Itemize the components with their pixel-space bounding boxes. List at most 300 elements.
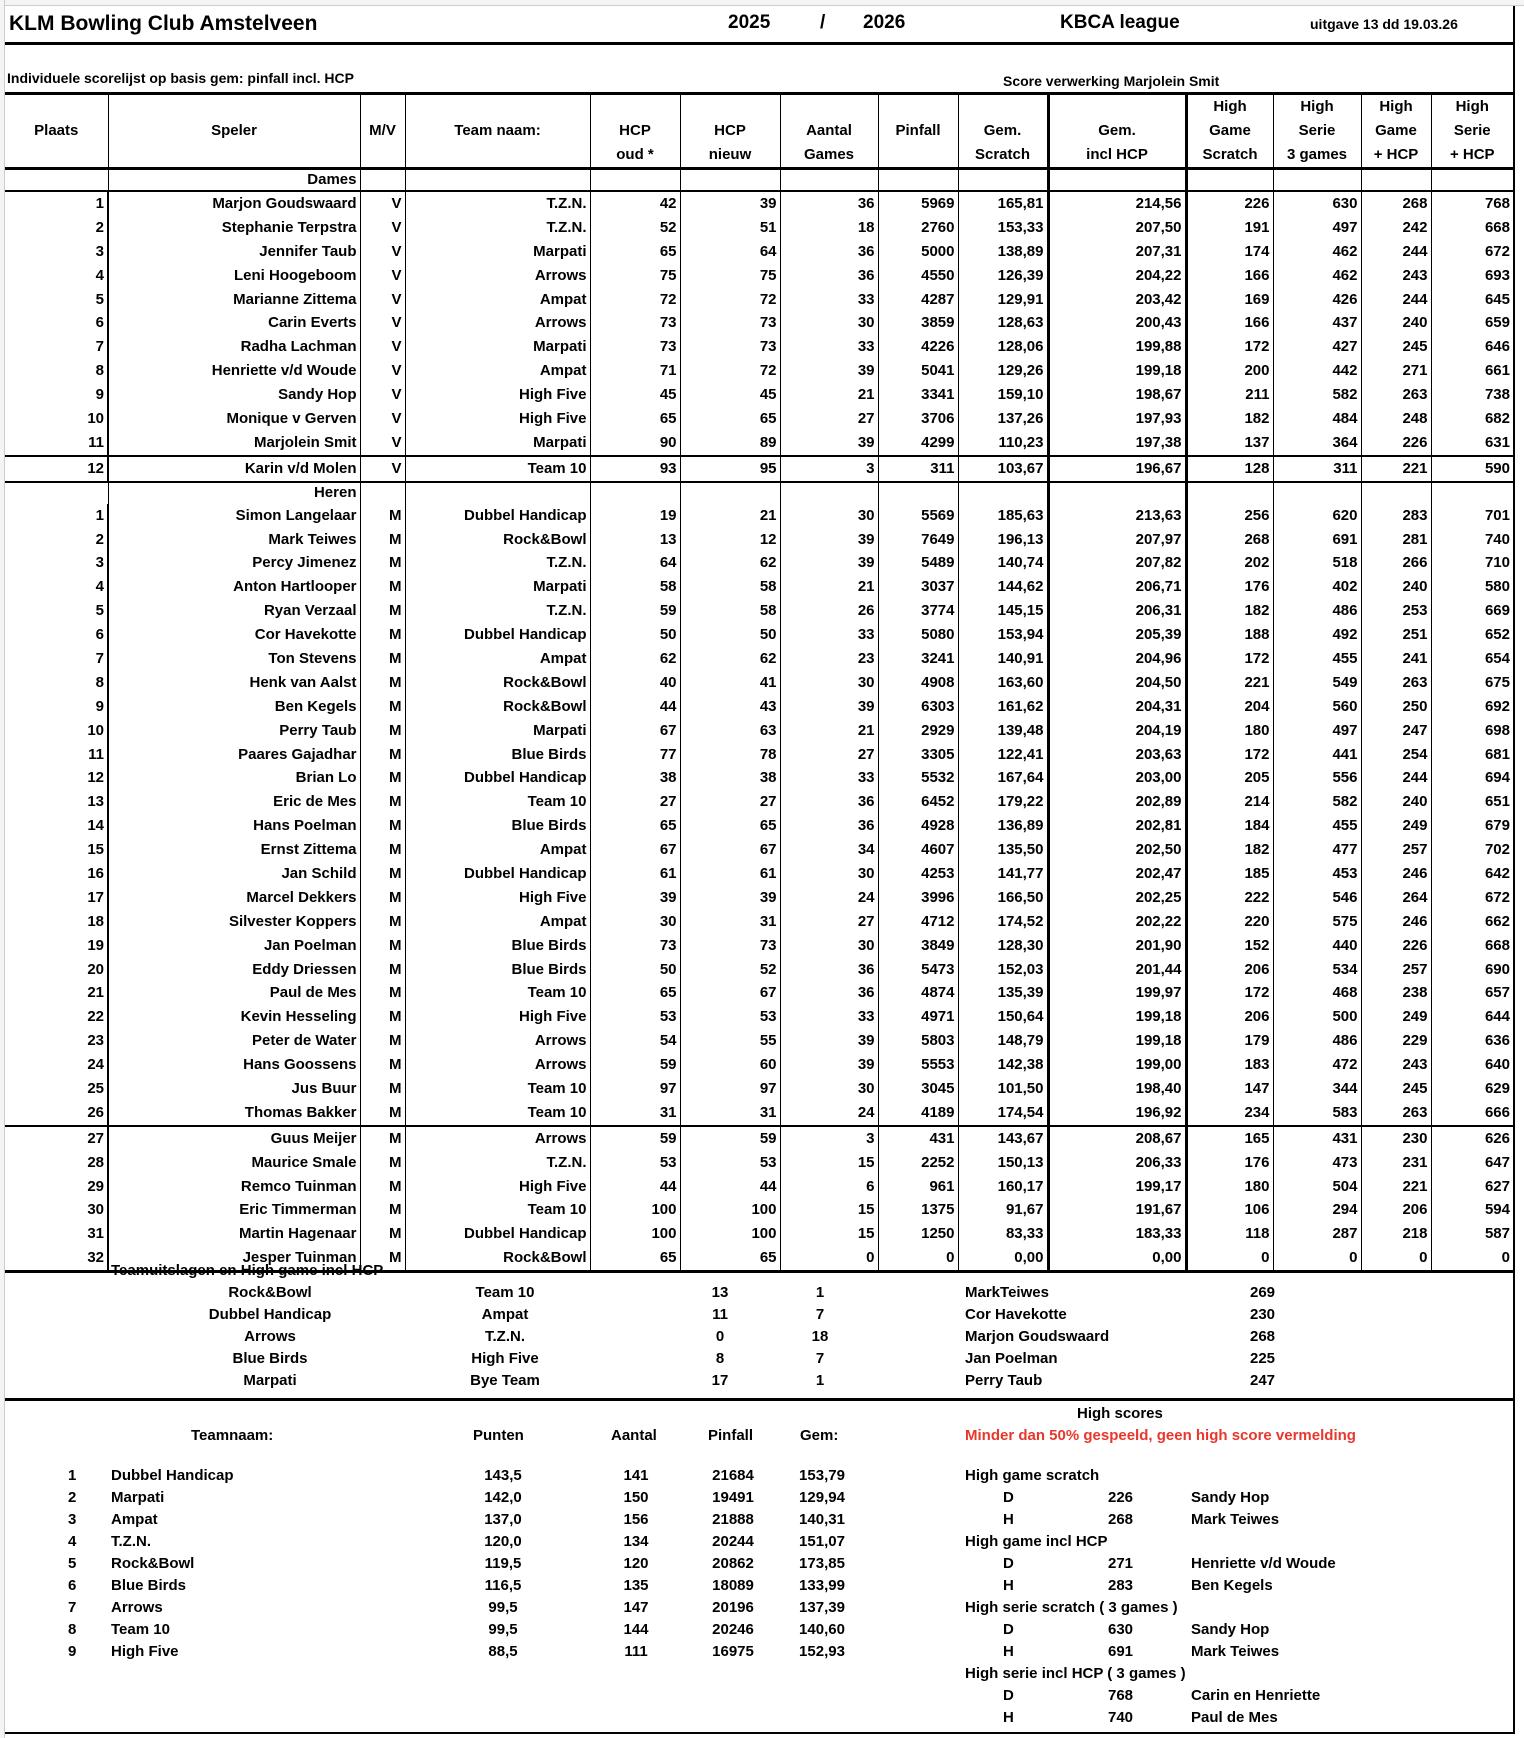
cell-team: Marpati [405,575,590,599]
high-score-gender: H [1003,1511,1014,1528]
cell-speler: Ben Kegels [108,695,360,719]
standings-cell: 120 [623,1555,649,1572]
high-score-gender: D [1003,1621,1014,1638]
standings-cell: 119,5 [484,1555,522,1572]
cell-aantal-games: 36 [780,982,878,1006]
cell-plaats: 1 [5,504,108,528]
section-cell [5,482,108,504]
cell-gem-scratch: 91,67 [958,1199,1048,1223]
cell-high-game-hcp: 221 [1361,456,1431,482]
cell-team: Blue Birds [405,814,590,838]
team-result-away-pts: 7 [815,1306,825,1323]
high-score-gender: D [1003,1555,1014,1572]
cell-high-game-hcp: 238 [1361,982,1431,1006]
cell-high-game-scratch: 147 [1186,1077,1273,1101]
cell-hcp-nieuw: 73 [680,311,780,335]
cell-team: High Five [405,1005,590,1029]
cell-gem-scratch: 110,23 [958,431,1048,456]
cell-aantal-games: 27 [780,743,878,767]
team-result-row [5,1284,1513,1306]
cell-hcp-nieuw: 73 [680,934,780,958]
cell-aantal-games: 39 [780,551,878,575]
table-row [5,1222,1513,1246]
cell-high-game-scratch: 180 [1186,1175,1273,1199]
cell-team: High Five [405,886,590,910]
cell-pinfall: 7649 [878,528,958,552]
column-header-line: nieuw [708,146,752,163]
section-cell [590,482,680,504]
cell-high-serie-3games: 426 [1273,288,1361,312]
cell-mv: V [360,264,405,288]
standings-cell: 151,07 [799,1533,845,1550]
column-header-mv [360,94,405,169]
high-score-gender: D [1003,1687,1014,1704]
high-score-player: Mark Teiwes [1191,1511,1280,1528]
cell-gem-incl-hcp: 196,92 [1048,1101,1186,1126]
standings-cell: 153,79 [799,1467,845,1484]
cell-hcp-oud: 90 [590,431,680,456]
cell-plaats: 5 [5,599,108,623]
cell-gem-incl-hcp: 204,22 [1048,264,1186,288]
cell-high-serie-3games: 344 [1273,1077,1361,1101]
cell-high-game-hcp: 247 [1361,719,1431,743]
cell-speler: Anton Hartlooper [108,575,360,599]
cell-mv: M [360,838,405,862]
cell-plaats: 4 [5,264,108,288]
cell-hcp-oud: 54 [590,1029,680,1053]
table-row [5,982,1513,1006]
team-result-player: MarkTeiwes [965,1284,1049,1301]
section-cell [1273,482,1361,504]
cell-mv: M [360,504,405,528]
cell-high-game-hcp: 242 [1361,216,1431,240]
cell-team: Rock&Bowl [405,695,590,719]
cell-hcp-oud: 44 [590,695,680,719]
table-row [5,335,1513,359]
cell-speler: Jesper Tuinman [108,1246,360,1271]
cell-hcp-oud: 50 [590,958,680,982]
team-result-score: 225 [1250,1350,1276,1367]
cell-speler: Paares Gajadhar [108,743,360,767]
cell-gem-incl-hcp: 205,39 [1048,623,1186,647]
column-header-line [882,143,955,167]
cell-high-game-hcp: 230 [1361,1126,1431,1151]
cell-aantal-games: 0 [780,1246,878,1271]
standings-cell: 143,5 [484,1467,522,1484]
cell-speler: Stephanie Terpstra [108,216,360,240]
cell-high-serie-hcp: 672 [1431,886,1513,910]
cell-hcp-oud: 72 [590,288,680,312]
cell-high-serie-hcp: 631 [1431,431,1513,456]
cell-team: Rock&Bowl [405,528,590,552]
cell-aantal-games: 15 [780,1151,878,1175]
standings-header-avg: Gem: [800,1427,839,1444]
cell-hcp-oud: 64 [590,551,680,575]
cell-high-game-hcp: 244 [1361,240,1431,264]
table-row [5,886,1513,910]
cell-hcp-nieuw: 73 [680,335,780,359]
standings-cell: Ampat [111,1511,158,1528]
cell-speler: Monique v Gerven [108,407,360,431]
standings-cell: 142,0 [484,1489,522,1506]
cell-high-game-hcp: 244 [1361,288,1431,312]
standings-cell: Rock&Bowl [111,1555,195,1572]
cell-hcp-oud: 100 [590,1222,680,1246]
cell-gem-incl-hcp: 201,90 [1048,934,1186,958]
cell-aantal-games: 33 [780,335,878,359]
cell-hcp-oud: 65 [590,814,680,838]
cell-team: Ampat [405,647,590,671]
cell-gem-incl-hcp: 203,00 [1048,766,1186,790]
cell-aantal-games: 21 [780,719,878,743]
cell-speler: Karin v/d Molen [108,456,360,482]
table-row [5,1029,1513,1053]
cell-high-serie-hcp: 629 [1431,1077,1513,1101]
column-header-gem-scratch [958,94,1048,169]
section-cell [1431,482,1513,504]
column-header-line: Serie [1298,122,1336,139]
column-header-line: Team naam: [454,122,541,139]
cell-speler: Percy Jimenez [108,551,360,575]
cell-pinfall: 4253 [878,862,958,886]
cell-aantal-games: 36 [780,814,878,838]
cell-high-game-hcp: 264 [1361,886,1431,910]
cell-pinfall: 1375 [878,1199,958,1223]
cell-hcp-oud: 45 [590,383,680,407]
standings-cell: 7 [68,1599,77,1616]
team-result-score: 268 [1250,1328,1276,1345]
high-score-player: Ben Kegels [1191,1577,1273,1594]
cell-pinfall: 4550 [878,264,958,288]
cell-pinfall: 4928 [878,814,958,838]
cell-high-game-hcp: 243 [1361,1053,1431,1077]
section-cell [680,482,780,504]
cell-speler: Eddy Driessen [108,958,360,982]
cell-high-game-scratch: 172 [1186,647,1273,671]
cell-pinfall: 3774 [878,599,958,623]
cell-gem-incl-hcp: 202,25 [1048,886,1186,910]
cell-gem-scratch: 141,77 [958,862,1048,886]
cell-high-serie-hcp: 681 [1431,743,1513,767]
cell-hcp-oud: 59 [590,1053,680,1077]
cell-gem-scratch: 145,15 [958,599,1048,623]
cell-mv: V [360,359,405,383]
column-header-line [882,95,955,119]
cell-hcp-nieuw: 100 [680,1199,780,1223]
cell-aantal-games: 36 [780,790,878,814]
cell-team: T.Z.N. [405,551,590,575]
column-header-line: Game [1209,122,1251,139]
cell-high-game-scratch: 165 [1186,1126,1273,1151]
cell-hcp-oud: 52 [590,216,680,240]
cell-speler: Marcel Dekkers [108,886,360,910]
cell-speler: Eric de Mes [108,790,360,814]
cell-aantal-games: 39 [780,1053,878,1077]
column-header-team [405,94,590,169]
cell-hcp-nieuw: 53 [680,1005,780,1029]
section-row-dames [5,169,1513,192]
cell-speler: Martin Hagenaar [108,1222,360,1246]
table-row [5,456,1513,482]
column-header-high-serie-hcp [1431,94,1513,169]
column-header-line [112,143,357,167]
cell-high-game-hcp: 221 [1361,1175,1431,1199]
cell-mv: M [360,623,405,647]
cell-hcp-nieuw: 12 [680,528,780,552]
cell-high-serie-3games: 583 [1273,1101,1361,1126]
column-header-high-game-hcp [1361,94,1431,169]
cell-high-serie-hcp: 580 [1431,575,1513,599]
cell-team: Dubbel Handicap [405,504,590,528]
column-header-line: High [1300,98,1334,115]
cell-hcp-oud: 40 [590,671,680,695]
cell-pinfall: 5532 [878,766,958,790]
cell-high-game-scratch: 206 [1186,1005,1273,1029]
standings-cell: Dubbel Handicap [111,1467,234,1484]
cell-team: Team 10 [405,982,590,1006]
table-row [5,551,1513,575]
cell-hcp-nieuw: 31 [680,1101,780,1126]
cell-gem-incl-hcp: 202,81 [1048,814,1186,838]
cell-aantal-games: 39 [780,528,878,552]
table-row [5,1005,1513,1029]
cell-plaats: 28 [5,1151,108,1175]
cell-high-serie-3games: 294 [1273,1199,1361,1223]
cell-gem-incl-hcp: 199,18 [1048,1029,1186,1053]
cell-mv: M [360,1101,405,1126]
cell-pinfall: 6452 [878,790,958,814]
cell-team: Ampat [405,838,590,862]
cell-hcp-nieuw: 62 [680,647,780,671]
cell-gem-incl-hcp: 197,93 [1048,407,1186,431]
cell-team: Ampat [405,288,590,312]
table-row [5,695,1513,719]
column-header-line: incl HCP [1086,146,1148,163]
cell-aantal-games: 3 [780,456,878,482]
table-row [5,934,1513,958]
cell-hcp-nieuw: 45 [680,383,780,407]
cell-pinfall: 0 [878,1246,958,1271]
cell-high-game-scratch: 185 [1186,862,1273,886]
cell-team: Arrows [405,1029,590,1053]
team-result-row [5,1328,1513,1350]
column-header-line: Scratch [974,146,1031,163]
table-row [5,528,1513,552]
cell-high-serie-3games: 477 [1273,838,1361,862]
cell-gem-incl-hcp: 198,40 [1048,1077,1186,1101]
cell-aantal-games: 36 [780,240,878,264]
section-cell [590,169,680,192]
cell-high-game-scratch: 191 [1186,216,1273,240]
cell-high-serie-hcp: 690 [1431,958,1513,982]
cell-gem-incl-hcp: 199,97 [1048,982,1186,1006]
cell-high-game-scratch: 128 [1186,456,1273,482]
cell-aantal-games: 33 [780,623,878,647]
cell-gem-scratch: 0,00 [958,1246,1048,1271]
cell-gem-scratch: 144,62 [958,575,1048,599]
cell-hcp-oud: 100 [590,1199,680,1223]
season-start: 2025 [728,12,771,33]
standings-cell: 2 [68,1489,77,1506]
cell-high-game-hcp: 257 [1361,958,1431,982]
column-header-line [784,95,875,119]
cell-mv: M [360,766,405,790]
cell-aantal-games: 15 [780,1222,878,1246]
team-result-row [5,1350,1513,1372]
cell-high-game-hcp: 246 [1361,862,1431,886]
cell-plaats: 2 [5,216,108,240]
cell-mv: M [360,910,405,934]
high-score-player: Paul de Mes [1191,1709,1278,1726]
column-header-line: Plaats [34,122,79,139]
cell-hcp-oud: 77 [590,743,680,767]
standings-cell: 111 [624,1643,648,1660]
cell-high-game-hcp: 268 [1361,191,1431,216]
cell-pinfall: 4189 [878,1101,958,1126]
team-result-score: 247 [1250,1372,1276,1389]
cell-high-serie-3games: 500 [1273,1005,1361,1029]
cell-team: Team 10 [405,456,590,482]
column-header-pinfall [878,94,958,169]
cell-plaats: 11 [5,431,108,456]
cell-gem-scratch: 139,48 [958,719,1048,743]
cell-pinfall: 3037 [878,575,958,599]
cell-gem-incl-hcp: 207,50 [1048,216,1186,240]
cell-hcp-oud: 75 [590,264,680,288]
table-row [5,1101,1513,1126]
team-result-player: Cor Havekotte [965,1306,1067,1323]
cell-gem-incl-hcp: 199,00 [1048,1053,1186,1077]
high-scores-note: Minder dan 50% gespeeld, geen high score vermelding [965,1427,1356,1444]
cell-high-game-hcp: 257 [1361,838,1431,862]
column-header-line: HCP [714,122,746,139]
cell-high-game-hcp: 249 [1361,1005,1431,1029]
cell-team: Marpati [405,719,590,743]
cell-high-game-scratch: 256 [1186,504,1273,528]
cell-team: Team 10 [405,1101,590,1126]
cell-pinfall: 4226 [878,335,958,359]
cell-pinfall: 3706 [878,407,958,431]
cell-gem-scratch: 140,74 [958,551,1048,575]
cell-pinfall: 4607 [878,838,958,862]
cell-pinfall: 4971 [878,1005,958,1029]
cell-hcp-nieuw: 75 [680,264,780,288]
cell-hcp-oud: 61 [590,862,680,886]
cell-plaats: 4 [5,575,108,599]
cell-hcp-nieuw: 55 [680,1029,780,1053]
standings-cell: 6 [68,1577,77,1594]
column-header-line: 3 games [1286,146,1348,163]
cell-high-serie-hcp: 594 [1431,1199,1513,1223]
cell-high-serie-hcp: 647 [1431,1151,1513,1175]
cell-mv: M [360,743,405,767]
team-result-away: Ampat [481,1306,529,1323]
cell-high-game-hcp: 240 [1361,311,1431,335]
cell-gem-incl-hcp: 204,50 [1048,671,1186,695]
cell-pinfall: 5473 [878,958,958,982]
cell-speler: Remco Tuinman [108,1175,360,1199]
cell-gem-scratch: 140,91 [958,647,1048,671]
cell-high-serie-hcp: 651 [1431,790,1513,814]
cell-aantal-games: 33 [780,288,878,312]
team-result-home-pts: 8 [715,1350,725,1367]
cell-high-game-scratch: 182 [1186,599,1273,623]
cell-pinfall: 3341 [878,383,958,407]
table-row [5,1077,1513,1101]
cell-hcp-nieuw: 60 [680,1053,780,1077]
high-score-player: Sandy Hop [1191,1621,1270,1638]
table-header-row [5,94,1513,169]
cell-mv: M [360,1222,405,1246]
cell-team: Blue Birds [405,958,590,982]
cell-high-serie-3games: 442 [1273,359,1361,383]
cell-high-serie-hcp: 626 [1431,1126,1513,1151]
standings-cell: 120,0 [484,1533,522,1550]
high-score-value: 226 [1108,1489,1134,1506]
cell-high-serie-3games: 504 [1273,1175,1361,1199]
cell-gem-incl-hcp: 202,50 [1048,838,1186,862]
cell-high-serie-hcp: 0 [1431,1246,1513,1271]
cell-aantal-games: 33 [780,766,878,790]
cell-team: T.Z.N. [405,191,590,216]
cell-team: Dubbel Handicap [405,1222,590,1246]
table-row [5,790,1513,814]
cell-high-game-scratch: 182 [1186,838,1273,862]
cell-mv: M [360,1053,405,1077]
cell-gem-incl-hcp: 202,89 [1048,790,1186,814]
cell-hcp-oud: 59 [590,1126,680,1151]
high-score-value: 268 [1108,1511,1134,1528]
cell-hcp-oud: 44 [590,1175,680,1199]
league-name: KBCA league [1060,12,1180,33]
cell-gem-incl-hcp: 206,33 [1048,1151,1186,1175]
cell-high-serie-hcp: 640 [1431,1053,1513,1077]
cell-aantal-games: 21 [780,383,878,407]
cell-high-game-scratch: 176 [1186,1151,1273,1175]
section-label-dames: Dames [108,169,360,192]
cell-hcp-oud: 67 [590,838,680,862]
cell-high-game-scratch: 268 [1186,528,1273,552]
table-row [5,719,1513,743]
cell-speler: Hans Goossens [108,1053,360,1077]
cell-high-serie-3games: 575 [1273,910,1361,934]
cell-plaats: 23 [5,1029,108,1053]
cell-high-serie-3games: 402 [1273,575,1361,599]
cell-aantal-games: 27 [780,407,878,431]
cell-high-game-hcp: 250 [1361,695,1431,719]
cell-high-game-scratch: 106 [1186,1199,1273,1223]
cell-hcp-nieuw: 27 [680,790,780,814]
cell-high-serie-3games: 437 [1273,311,1361,335]
cell-aantal-games: 36 [780,958,878,982]
cell-gem-scratch: 135,50 [958,838,1048,862]
cell-aantal-games: 30 [780,862,878,886]
cell-gem-scratch: 166,50 [958,886,1048,910]
table-row [5,359,1513,383]
cell-team: Blue Birds [405,743,590,767]
cell-hcp-nieuw: 31 [680,910,780,934]
table-row [5,288,1513,312]
team-results-section [5,1262,1513,1401]
cell-pinfall: 3241 [878,647,958,671]
cell-hcp-oud: 59 [590,599,680,623]
player-score-table [5,92,1513,1273]
high-score-category: High game scratch [965,1467,1100,1484]
standings-header-pinfall: Pinfall [708,1427,754,1444]
column-header-line: Gem. [983,122,1022,139]
standings-header-count: Aantal [611,1427,657,1444]
table-row [5,910,1513,934]
